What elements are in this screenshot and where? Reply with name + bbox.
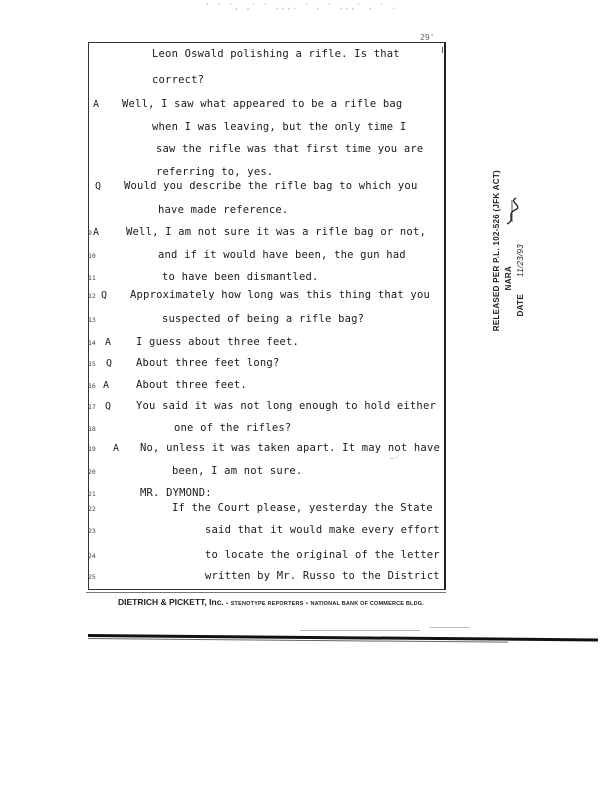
line-number: 20 <box>88 468 96 476</box>
answer-marker: A <box>113 443 120 454</box>
transcript-line: Well, I saw what appeared to be a rifle bag <box>122 98 403 110</box>
line-number: 9 <box>88 229 92 237</box>
transcript-line: to locate the original of the letter <box>205 549 440 561</box>
transcript-line: have made reference. <box>158 204 289 216</box>
answer-marker: A <box>93 99 100 110</box>
tick-mark <box>442 47 443 53</box>
line-number: 24 <box>88 552 96 560</box>
transcript-line: MR. DYMOND: <box>140 487 212 499</box>
question-marker: Q <box>101 290 108 301</box>
firm-address: NATIONAL BANK OF COMMERCE BLDG. <box>310 601 424 607</box>
line-number: 25 <box>88 573 96 581</box>
transcript-line: and if it would have been, the gun had <box>158 249 406 261</box>
question-marker: Q <box>105 401 112 412</box>
transcript-line: suspected of being a rifle bag? <box>162 313 365 325</box>
scan-noise <box>300 630 420 631</box>
transcript-line: written by Mr. Russo to the District <box>205 570 440 582</box>
frame-right-border <box>444 42 446 590</box>
line-number: 18 <box>88 425 96 433</box>
transcript-line: saw the rifle was that first time you are <box>156 143 424 155</box>
line-number: 23 <box>88 527 96 535</box>
line-number: 14 <box>88 339 96 347</box>
transcript-line: Leon Oswald polishing a rifle. Is that <box>152 48 400 60</box>
question-marker: Q <box>106 358 113 369</box>
answer-marker: A <box>105 337 112 348</box>
line-number: 10 <box>88 252 96 260</box>
reporter-footer <box>118 597 424 607</box>
line-number: 21 <box>88 490 96 498</box>
answer-marker: A <box>103 380 110 391</box>
transcript-line: to have been dismantled. <box>162 271 319 283</box>
frame-bottom-border <box>88 589 444 590</box>
stray-mark: ‒· <box>390 454 399 462</box>
transcript-line: been, I am not sure. <box>172 465 303 477</box>
frame-top-border <box>88 42 444 43</box>
footer-bullet: • <box>226 601 229 607</box>
scan-noise <box>430 627 470 628</box>
nara-signature <box>504 196 520 226</box>
transcript-line: correct? <box>152 74 205 86</box>
date-value: 11/23/93 <box>516 244 525 277</box>
answer-marker: A <box>93 227 100 238</box>
faint-header-text: ' ' ', ,' ' ,,,. ' , ' ,,,' , ' . <box>205 2 397 11</box>
transcript-line: said that it would make every effort <box>205 524 440 536</box>
line-number: 17 <box>88 403 96 411</box>
transcript-line: one of the rifles? <box>174 422 292 434</box>
frame-bottom-border-secondary <box>86 592 446 593</box>
line-number: 22 <box>88 505 96 513</box>
line-number: 11 <box>88 274 96 282</box>
transcript-line: Approximately how long was this thing that you <box>130 289 430 301</box>
release-stamp-line: RELEASED PER P.L. 102-526 (JFK ACT) <box>492 170 501 332</box>
service-name: STENOTYPE REPORTERS <box>230 601 304 607</box>
page-number: 29' <box>420 33 435 42</box>
transcript-line: Well, I am not sure it was a rifle bag or not, <box>126 226 426 238</box>
transcript-line: No, unless it was taken apart. It may not have <box>140 442 440 454</box>
transcript-line: when I was leaving, but the only time I <box>152 121 407 133</box>
transcript-line: I guess about three feet. <box>136 336 300 348</box>
transcript-line: About three feet long? <box>136 357 280 369</box>
transcript-line: About three feet. <box>136 379 247 391</box>
line-number: 19 <box>88 445 96 453</box>
footer-bullet: • <box>305 601 309 607</box>
line-number: 12 <box>88 292 96 300</box>
nara-label: NARA <box>504 266 513 291</box>
transcript-line: You said it was not long enough to hold either <box>136 400 436 412</box>
date-label: DATE <box>516 294 525 317</box>
transcript-line: If the Court please, yesterday the State <box>172 502 433 514</box>
question-marker: Q <box>95 181 102 192</box>
transcript-line: Would you describe the rifle bag to which you <box>124 180 418 192</box>
line-number: 16 <box>88 382 96 390</box>
line-number: 15 <box>88 360 96 368</box>
line-number: 13 <box>88 316 96 324</box>
release-stamp <box>492 170 528 332</box>
transcript-line: referring to, yes. <box>156 166 274 178</box>
firm-name: DIETRICH & PICKETT, Inc. <box>118 597 224 607</box>
